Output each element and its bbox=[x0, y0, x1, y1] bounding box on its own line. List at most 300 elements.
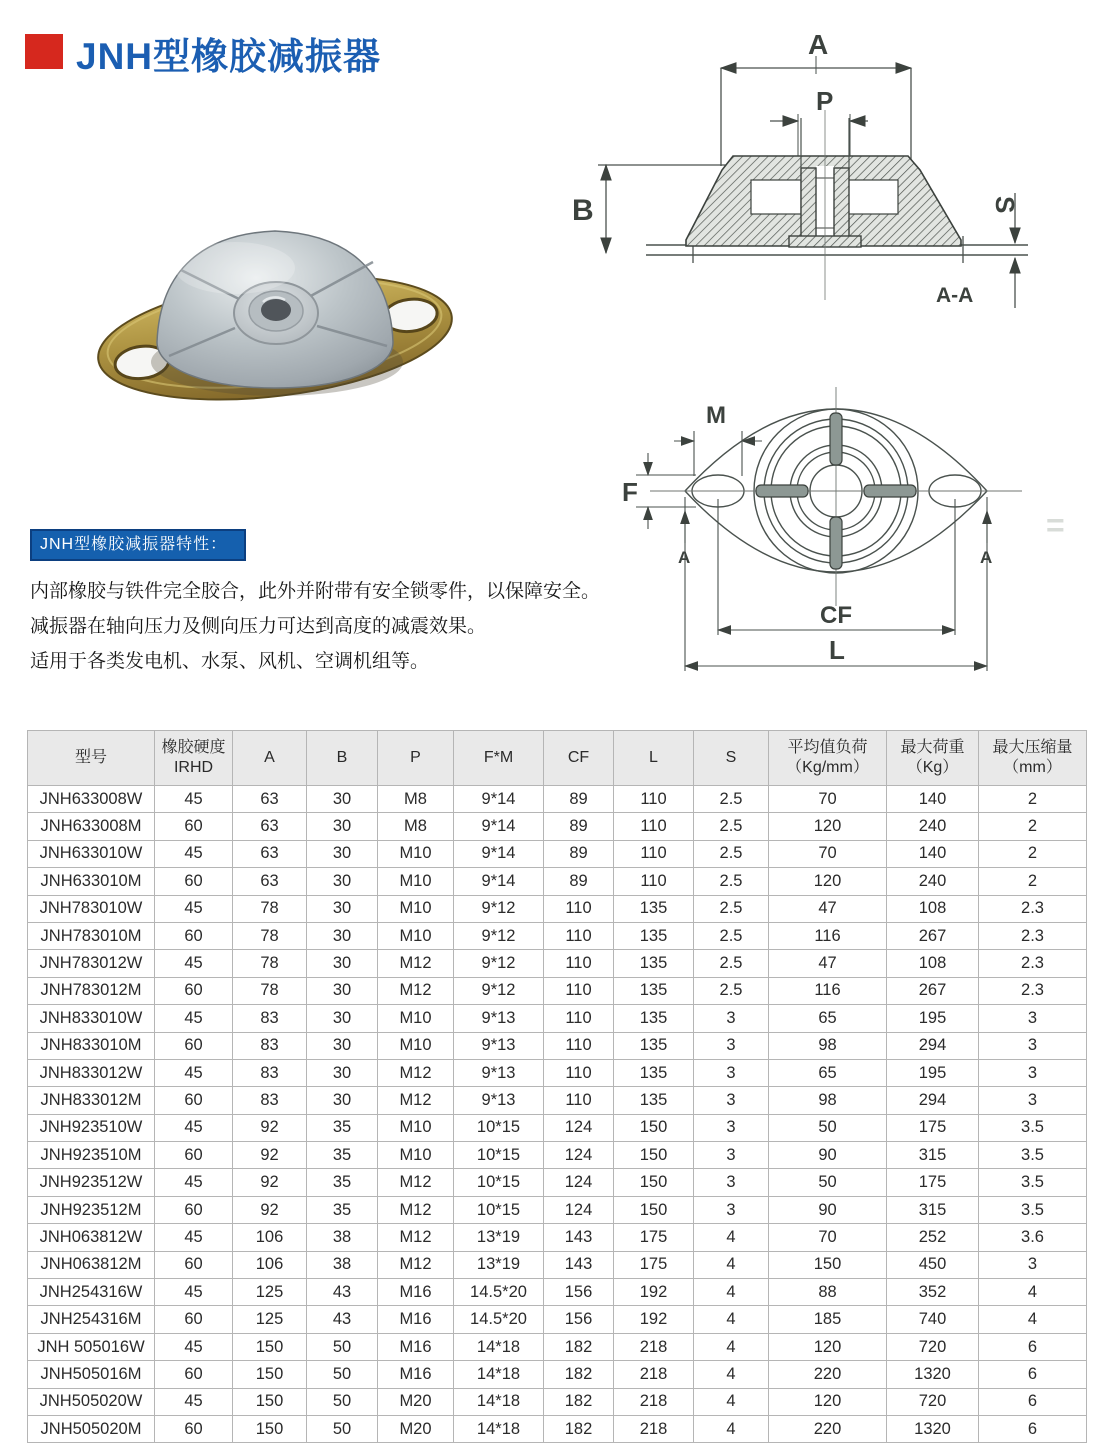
table-cell: 110 bbox=[544, 895, 614, 922]
table-cell: 220 bbox=[769, 1361, 887, 1388]
feature-line: 减振器在轴向压力及侧向压力可达到高度的减震效果。 bbox=[30, 616, 487, 637]
table-row bbox=[28, 1005, 1087, 1032]
features-heading-banner: JNH型橡胶减振器特性： bbox=[30, 529, 246, 561]
table-cell: 6 bbox=[979, 1333, 1087, 1360]
table-cell: 150 bbox=[233, 1415, 307, 1442]
section-drawing-image bbox=[558, 18, 1098, 323]
table-cell: 116 bbox=[769, 922, 887, 949]
table-cell: M12 bbox=[378, 1087, 454, 1114]
table-cell: 89 bbox=[544, 840, 614, 867]
table-row bbox=[28, 922, 1087, 949]
table-cell: 83 bbox=[233, 1059, 307, 1086]
table-cell: 4 bbox=[694, 1388, 769, 1415]
table-cell: 2.5 bbox=[694, 868, 769, 895]
column-header: 平均值负荷 （Kg/mm） bbox=[769, 731, 887, 786]
table-cell: 2.5 bbox=[694, 950, 769, 977]
table-cell: 110 bbox=[544, 950, 614, 977]
table-cell: 50 bbox=[307, 1415, 378, 1442]
table-cell: 14.5*20 bbox=[454, 1306, 544, 1333]
table-cell: 50 bbox=[769, 1169, 887, 1196]
table-cell: 218 bbox=[614, 1333, 694, 1360]
table-cell: 9*14 bbox=[454, 840, 544, 867]
table-cell: 4 bbox=[694, 1306, 769, 1333]
table-cell: 50 bbox=[307, 1388, 378, 1415]
table-cell: 182 bbox=[544, 1388, 614, 1415]
features-text bbox=[30, 574, 610, 679]
table-cell: JNH505016M bbox=[28, 1361, 155, 1388]
table-cell: 218 bbox=[614, 1361, 694, 1388]
table-cell: 30 bbox=[307, 840, 378, 867]
table-row bbox=[28, 786, 1087, 813]
table-row bbox=[28, 1333, 1087, 1360]
table-cell: 14*18 bbox=[454, 1388, 544, 1415]
table-cell: 4 bbox=[694, 1415, 769, 1442]
table-cell: 45 bbox=[155, 786, 233, 813]
table-cell: 120 bbox=[769, 868, 887, 895]
table-cell: 9*13 bbox=[454, 1032, 544, 1059]
table-cell: 9*14 bbox=[454, 786, 544, 813]
table-cell: 92 bbox=[233, 1142, 307, 1169]
table-cell: 110 bbox=[614, 868, 694, 895]
table-cell: 4 bbox=[979, 1279, 1087, 1306]
table-cell: 63 bbox=[233, 813, 307, 840]
table-cell: 70 bbox=[769, 786, 887, 813]
table-cell: 2.5 bbox=[694, 840, 769, 867]
table-cell: M10 bbox=[378, 868, 454, 895]
table-cell: M16 bbox=[378, 1279, 454, 1306]
feature-line: 适用于各类发电机、水泵、风机、空调机组等。 bbox=[30, 651, 430, 672]
table-row bbox=[28, 1361, 1087, 1388]
table-cell: 9*13 bbox=[454, 1087, 544, 1114]
table-cell: M10 bbox=[378, 840, 454, 867]
table-cell: M8 bbox=[378, 786, 454, 813]
table-cell: 116 bbox=[769, 977, 887, 1004]
dim-label-s: S bbox=[990, 196, 1020, 214]
table-cell: 125 bbox=[233, 1306, 307, 1333]
table-cell: 60 bbox=[155, 1087, 233, 1114]
table-cell: 45 bbox=[155, 1114, 233, 1141]
column-header: S bbox=[694, 731, 769, 786]
table-cell: 83 bbox=[233, 1087, 307, 1114]
table-cell: 60 bbox=[155, 1306, 233, 1333]
table-cell: 65 bbox=[769, 1059, 887, 1086]
table-cell: 4 bbox=[694, 1224, 769, 1251]
table-cell: 13*19 bbox=[454, 1251, 544, 1278]
table-cell: M8 bbox=[378, 813, 454, 840]
rubber-body bbox=[686, 156, 961, 247]
table-cell: JNH833010W bbox=[28, 1005, 155, 1032]
table-row bbox=[28, 813, 1087, 840]
table-cell: JNH505020W bbox=[28, 1388, 155, 1415]
table-cell: 135 bbox=[614, 1005, 694, 1032]
table-cell: 150 bbox=[614, 1196, 694, 1223]
table-cell: M12 bbox=[378, 977, 454, 1004]
table-cell: 3 bbox=[979, 1005, 1087, 1032]
table-cell: 4 bbox=[694, 1361, 769, 1388]
column-header: B bbox=[307, 731, 378, 786]
table-cell: JNH633010M bbox=[28, 868, 155, 895]
dim-label-cf: CF bbox=[820, 602, 852, 629]
table-cell: JNH833012M bbox=[28, 1087, 155, 1114]
table-row bbox=[28, 1415, 1087, 1442]
table-cell: 352 bbox=[887, 1279, 979, 1306]
table-cell: JNH063812M bbox=[28, 1251, 155, 1278]
table-cell: 35 bbox=[307, 1142, 378, 1169]
table-cell: 108 bbox=[887, 950, 979, 977]
table-cell: 315 bbox=[887, 1142, 979, 1169]
table-cell: 70 bbox=[769, 840, 887, 867]
table-cell: 60 bbox=[155, 1032, 233, 1059]
table-cell: 720 bbox=[887, 1333, 979, 1360]
table-row bbox=[28, 1388, 1087, 1415]
table-cell: 13*19 bbox=[454, 1224, 544, 1251]
table-cell: 120 bbox=[769, 813, 887, 840]
table-cell: 2 bbox=[979, 813, 1087, 840]
table-cell: 143 bbox=[544, 1251, 614, 1278]
table-cell: 89 bbox=[544, 868, 614, 895]
feature-line: 内部橡胶与铁件完全胶合，此外并附带有安全锁零件，以保障安全。 bbox=[30, 581, 601, 602]
table-cell: M10 bbox=[378, 922, 454, 949]
table-cell: 2.5 bbox=[694, 813, 769, 840]
table-cell: 106 bbox=[233, 1224, 307, 1251]
table-row bbox=[28, 1059, 1087, 1086]
table-cell: 60 bbox=[155, 1361, 233, 1388]
column-header: A bbox=[233, 731, 307, 786]
table-cell: 3 bbox=[979, 1087, 1087, 1114]
table-cell: M10 bbox=[378, 1142, 454, 1169]
table-cell: 47 bbox=[769, 950, 887, 977]
table-cell: 135 bbox=[614, 1087, 694, 1114]
table-cell: 150 bbox=[614, 1169, 694, 1196]
spec-table bbox=[27, 730, 1087, 1443]
table-cell: JNH923512M bbox=[28, 1196, 155, 1223]
table-cell: 720 bbox=[887, 1388, 979, 1415]
column-header: CF bbox=[544, 731, 614, 786]
table-cell: 60 bbox=[155, 922, 233, 949]
table-cell: 150 bbox=[614, 1142, 694, 1169]
table-cell: 3 bbox=[694, 1196, 769, 1223]
table-row bbox=[28, 977, 1087, 1004]
table-cell: 90 bbox=[769, 1142, 887, 1169]
header-row bbox=[28, 731, 1087, 786]
section-label: A-A bbox=[936, 284, 974, 307]
table-cell: 30 bbox=[307, 950, 378, 977]
table-cell: 2.5 bbox=[694, 922, 769, 949]
dim-label-p: P bbox=[816, 86, 834, 116]
dim-label-l: L bbox=[829, 635, 845, 665]
table-cell: 175 bbox=[614, 1224, 694, 1251]
table-cell: 78 bbox=[233, 977, 307, 1004]
table-cell: 140 bbox=[887, 840, 979, 867]
spec-table-body bbox=[28, 786, 1087, 1443]
table-row bbox=[28, 1087, 1087, 1114]
table-cell: 35 bbox=[307, 1196, 378, 1223]
table-cell: 14*18 bbox=[454, 1415, 544, 1442]
table-cell: 60 bbox=[155, 1142, 233, 1169]
table-cell: 2 bbox=[979, 840, 1087, 867]
table-cell: 120 bbox=[769, 1388, 887, 1415]
table-cell: 195 bbox=[887, 1059, 979, 1086]
table-cell: 60 bbox=[155, 1251, 233, 1278]
table-cell: 6 bbox=[979, 1415, 1087, 1442]
table-cell: 150 bbox=[233, 1388, 307, 1415]
product-photo bbox=[85, 150, 475, 430]
table-cell: 14*18 bbox=[454, 1361, 544, 1388]
table-cell: 175 bbox=[614, 1251, 694, 1278]
center-hole bbox=[261, 299, 291, 321]
table-cell: M16 bbox=[378, 1361, 454, 1388]
table-cell: 175 bbox=[887, 1114, 979, 1141]
table-cell: 2.5 bbox=[694, 786, 769, 813]
table-cell: M12 bbox=[378, 1224, 454, 1251]
dim-label-f: F bbox=[622, 477, 638, 507]
table-cell: 10*15 bbox=[454, 1196, 544, 1223]
table-cell: 3.5 bbox=[979, 1114, 1087, 1141]
table-cell: 30 bbox=[307, 895, 378, 922]
table-cell: 2.5 bbox=[694, 977, 769, 1004]
table-cell: 182 bbox=[544, 1361, 614, 1388]
column-header: F*M bbox=[454, 731, 544, 786]
table-row bbox=[28, 895, 1087, 922]
table-cell: JNH254316W bbox=[28, 1279, 155, 1306]
table-cell: 63 bbox=[233, 840, 307, 867]
table-cell: 135 bbox=[614, 922, 694, 949]
table-cell: JNH254316M bbox=[28, 1306, 155, 1333]
table-cell: JNH833012W bbox=[28, 1059, 155, 1086]
table-cell: JNH783012M bbox=[28, 977, 155, 1004]
table-cell: 182 bbox=[544, 1333, 614, 1360]
table-cell: 60 bbox=[155, 1196, 233, 1223]
table-cell: 2 bbox=[979, 868, 1087, 895]
table-cell: 50 bbox=[769, 1114, 887, 1141]
table-cell: JNH633010W bbox=[28, 840, 155, 867]
table-cell: 30 bbox=[307, 1005, 378, 1032]
table-cell: 124 bbox=[544, 1196, 614, 1223]
topview-drawing-image bbox=[598, 371, 1103, 706]
table-cell: 267 bbox=[887, 922, 979, 949]
table-cell: 4 bbox=[979, 1306, 1087, 1333]
table-cell: 14.5*20 bbox=[454, 1279, 544, 1306]
red-square-icon bbox=[25, 34, 63, 69]
table-cell: 110 bbox=[544, 922, 614, 949]
table-cell: 192 bbox=[614, 1279, 694, 1306]
table-cell: 2.3 bbox=[979, 977, 1087, 1004]
table-cell: 70 bbox=[769, 1224, 887, 1251]
table-cell: 740 bbox=[887, 1306, 979, 1333]
product-photo-image bbox=[85, 150, 475, 425]
table-row bbox=[28, 950, 1087, 977]
table-cell: M12 bbox=[378, 950, 454, 977]
table-cell: JNH 505016W bbox=[28, 1333, 155, 1360]
table-cell: 156 bbox=[544, 1279, 614, 1306]
table-cell: 35 bbox=[307, 1169, 378, 1196]
table-cell: 124 bbox=[544, 1169, 614, 1196]
table-cell: M20 bbox=[378, 1415, 454, 1442]
table-cell: JNH063812W bbox=[28, 1224, 155, 1251]
table-cell: 150 bbox=[614, 1114, 694, 1141]
table-cell: M10 bbox=[378, 1032, 454, 1059]
table-row bbox=[28, 1224, 1087, 1251]
table-cell: 98 bbox=[769, 1032, 887, 1059]
table-row bbox=[28, 1142, 1087, 1169]
column-header: 橡胶硬度 IRHD bbox=[155, 731, 233, 786]
table-cell: 3 bbox=[694, 1114, 769, 1141]
table-row bbox=[28, 1169, 1087, 1196]
table-cell: JNH505020M bbox=[28, 1415, 155, 1442]
table-cell: 60 bbox=[155, 977, 233, 1004]
table-cell: JNH633008W bbox=[28, 786, 155, 813]
table-cell: JNH783010M bbox=[28, 922, 155, 949]
table-cell: 125 bbox=[233, 1279, 307, 1306]
table-cell: 3.5 bbox=[979, 1196, 1087, 1223]
table-cell: 110 bbox=[544, 1005, 614, 1032]
table-cell: 140 bbox=[887, 786, 979, 813]
table-cell: 124 bbox=[544, 1114, 614, 1141]
table-cell: 89 bbox=[544, 786, 614, 813]
table-row bbox=[28, 1279, 1087, 1306]
table-cell: 315 bbox=[887, 1196, 979, 1223]
table-cell: M12 bbox=[378, 1169, 454, 1196]
page-title: JNH型橡胶减振器 bbox=[76, 36, 382, 77]
table-cell: 218 bbox=[614, 1415, 694, 1442]
table-cell: 65 bbox=[769, 1005, 887, 1032]
table-cell: 108 bbox=[887, 895, 979, 922]
section-drawing bbox=[558, 18, 1098, 328]
table-cell: 3 bbox=[979, 1059, 1087, 1086]
column-header: 型号 bbox=[28, 731, 155, 786]
table-cell: 110 bbox=[614, 813, 694, 840]
table-cell: M10 bbox=[378, 1005, 454, 1032]
table-cell: 45 bbox=[155, 1005, 233, 1032]
table-cell: 1320 bbox=[887, 1415, 979, 1442]
table-cell: 110 bbox=[614, 786, 694, 813]
table-cell: 220 bbox=[769, 1415, 887, 1442]
dim-label-m: M bbox=[706, 402, 726, 429]
column-header: 最大荷重 （Kg） bbox=[887, 731, 979, 786]
table-cell: 9*14 bbox=[454, 868, 544, 895]
table-cell: 110 bbox=[544, 1032, 614, 1059]
table-cell: 267 bbox=[887, 977, 979, 1004]
table-cell: 450 bbox=[887, 1251, 979, 1278]
table-cell: M10 bbox=[378, 1114, 454, 1141]
table-cell: 3 bbox=[979, 1251, 1087, 1278]
table-cell: 2.3 bbox=[979, 922, 1087, 949]
table-cell: 50 bbox=[307, 1361, 378, 1388]
table-cell: 2.3 bbox=[979, 950, 1087, 977]
table-cell: 4 bbox=[694, 1251, 769, 1278]
table-cell: 38 bbox=[307, 1224, 378, 1251]
table-cell: 110 bbox=[544, 1087, 614, 1114]
table-cell: 175 bbox=[887, 1169, 979, 1196]
table-cell: M20 bbox=[378, 1388, 454, 1415]
table-cell: 192 bbox=[614, 1306, 694, 1333]
table-cell: 30 bbox=[307, 868, 378, 895]
table-cell: 185 bbox=[769, 1306, 887, 1333]
table-cell: 110 bbox=[544, 977, 614, 1004]
table-row bbox=[28, 840, 1087, 867]
table-cell: 9*13 bbox=[454, 1005, 544, 1032]
table-cell: JNH783010W bbox=[28, 895, 155, 922]
table-cell: 2.5 bbox=[694, 895, 769, 922]
table-cell: 9*12 bbox=[454, 895, 544, 922]
table-cell: 30 bbox=[307, 1032, 378, 1059]
table-cell: M10 bbox=[378, 895, 454, 922]
dim-label-a: A bbox=[808, 29, 829, 60]
table-cell: 9*14 bbox=[454, 813, 544, 840]
table-cell: 90 bbox=[769, 1196, 887, 1223]
table-cell: 45 bbox=[155, 1169, 233, 1196]
table-cell: 156 bbox=[544, 1306, 614, 1333]
topview-drawing bbox=[598, 371, 1103, 711]
table-cell: 1320 bbox=[887, 1361, 979, 1388]
table-cell: 218 bbox=[614, 1388, 694, 1415]
table-cell: 9*12 bbox=[454, 922, 544, 949]
table-cell: 60 bbox=[155, 1415, 233, 1442]
table-cell: 92 bbox=[233, 1169, 307, 1196]
table-cell: M12 bbox=[378, 1251, 454, 1278]
table-cell: 89 bbox=[544, 813, 614, 840]
table-cell: 3 bbox=[694, 1142, 769, 1169]
table-row bbox=[28, 868, 1087, 895]
table-cell: 78 bbox=[233, 922, 307, 949]
table-cell: 30 bbox=[307, 922, 378, 949]
table-cell: 10*15 bbox=[454, 1142, 544, 1169]
table-cell: 30 bbox=[307, 977, 378, 1004]
table-cell: 135 bbox=[614, 950, 694, 977]
table-cell: 110 bbox=[544, 1059, 614, 1086]
table-cell: 4 bbox=[694, 1333, 769, 1360]
table-cell: 45 bbox=[155, 1224, 233, 1251]
table-cell: 135 bbox=[614, 1059, 694, 1086]
table-cell: 135 bbox=[614, 895, 694, 922]
table-row bbox=[28, 1032, 1087, 1059]
table-cell: M16 bbox=[378, 1306, 454, 1333]
table-cell: 3 bbox=[694, 1087, 769, 1114]
table-cell: 45 bbox=[155, 1333, 233, 1360]
table-cell: 150 bbox=[233, 1361, 307, 1388]
table-cell: 143 bbox=[544, 1224, 614, 1251]
table-cell: 63 bbox=[233, 786, 307, 813]
table-cell: JNH923512W bbox=[28, 1169, 155, 1196]
table-cell: 294 bbox=[887, 1087, 979, 1114]
table-cell: 63 bbox=[233, 868, 307, 895]
table-cell: 92 bbox=[233, 1196, 307, 1223]
table-cell: 45 bbox=[155, 840, 233, 867]
table-cell: 110 bbox=[614, 840, 694, 867]
table-cell: 6 bbox=[979, 1361, 1087, 1388]
table-cell: 30 bbox=[307, 786, 378, 813]
table-cell: 45 bbox=[155, 1279, 233, 1306]
table-cell: 2.3 bbox=[979, 895, 1087, 922]
table-cell: 45 bbox=[155, 1388, 233, 1415]
table-cell: 3.5 bbox=[979, 1169, 1087, 1196]
table-cell: 14*18 bbox=[454, 1333, 544, 1360]
table-cell: 120 bbox=[769, 1333, 887, 1360]
table-cell: 50 bbox=[307, 1333, 378, 1360]
table-cell: M12 bbox=[378, 1196, 454, 1223]
table-cell: 2 bbox=[979, 786, 1087, 813]
table-cell: 78 bbox=[233, 950, 307, 977]
table-cell: 240 bbox=[887, 868, 979, 895]
table-cell: 30 bbox=[307, 1087, 378, 1114]
table-cell: 135 bbox=[614, 1032, 694, 1059]
table-cell: 3 bbox=[694, 1005, 769, 1032]
table-cell: 9*13 bbox=[454, 1059, 544, 1086]
table-cell: 10*15 bbox=[454, 1114, 544, 1141]
table-cell: 3 bbox=[694, 1169, 769, 1196]
table-cell: 3.5 bbox=[979, 1142, 1087, 1169]
table-cell: 30 bbox=[307, 1059, 378, 1086]
